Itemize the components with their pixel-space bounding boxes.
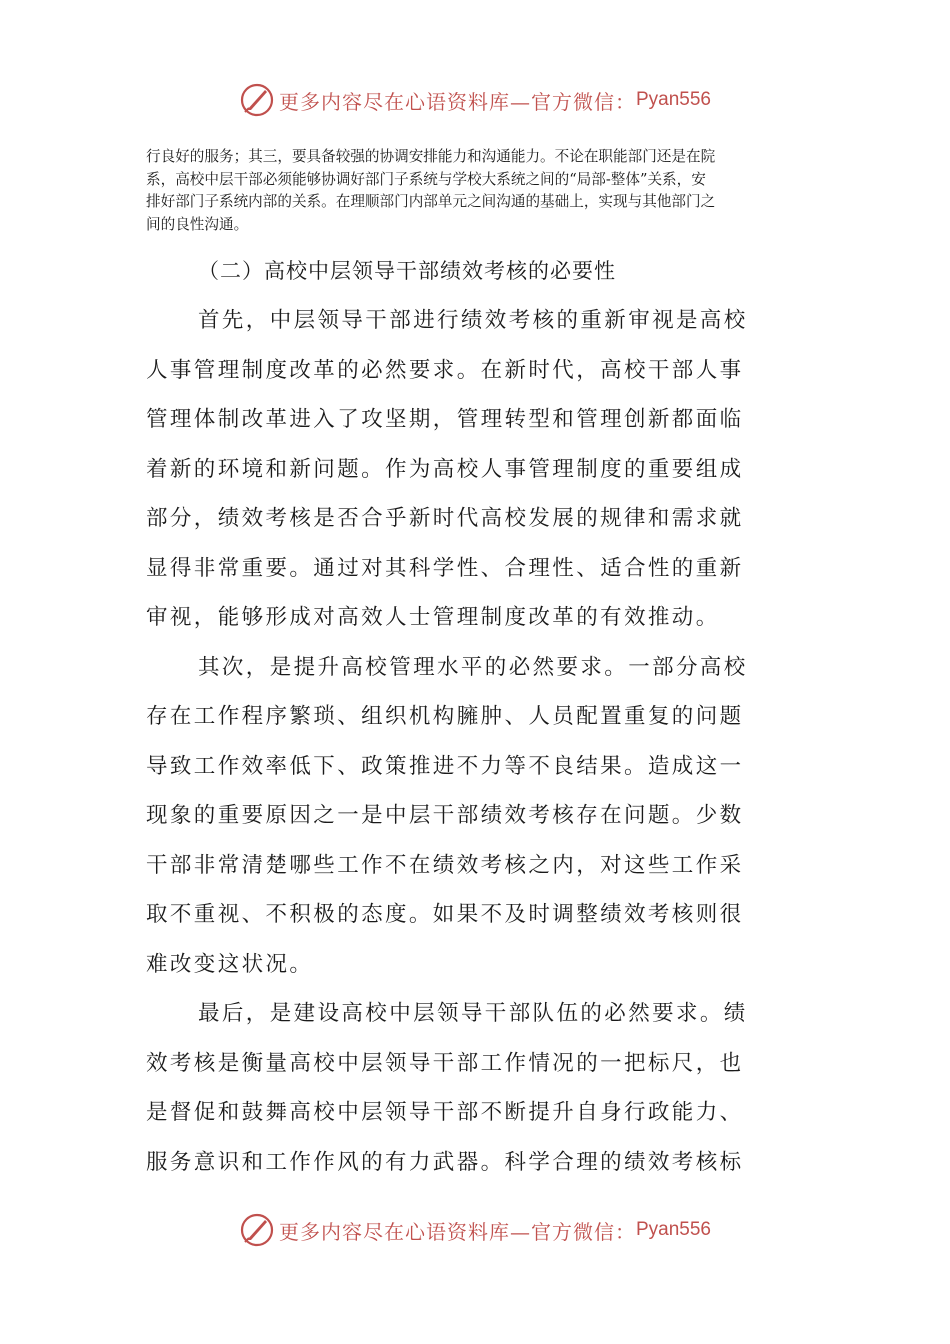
paragraph-line: 着新的环境和新问题。作为高校人事管理制度的重要组成 <box>146 456 744 482</box>
paragraph-line: 干部非常清楚哪些工作不在绩效考核之内，对这些工作采 <box>146 852 744 878</box>
paragraph-line: 人事管理制度改革的必然要求。在新时代，高校干部人事 <box>146 357 744 383</box>
intro-line: 间的良性沟通。 <box>146 215 249 233</box>
quill-logo-icon <box>239 82 275 118</box>
paragraph-line: 现象的重要原因之一是中层干部绩效考核存在问题。少数 <box>146 803 744 828</box>
footer-watermark-banner <box>0 1210 950 1250</box>
paragraph-line: 管理体制改革进入了攻坚期，管理转型和管理创新都面临 <box>146 407 744 432</box>
paragraph-line: 服务意识和工作作风的有力武器。科学合理的绩效考核标 <box>146 1149 744 1175</box>
header-watermark-banner <box>0 80 950 120</box>
intro-line: 系，高校中层干部必须能够协调好部门子系统与学校大系统之间的“局部-整体”关系，安 <box>146 170 706 188</box>
paragraph-line: 导致工作效率低下、政策推进不力等不良结果。造成这一 <box>146 753 744 779</box>
paragraph-second <box>146 643 810 990</box>
paragraph-line: 最后，是建设高校中层领导干部队伍的必然要求。绩 <box>198 1001 748 1026</box>
section-heading: （二）高校中层领导干部绩效考核的必要性 <box>198 259 616 283</box>
banner-slogan: 更多内容尽在心语资料库—官方微信： <box>278 89 636 114</box>
paragraph-line: 其次，是提升高校管理水平的必然要求。一部分高校 <box>198 654 748 680</box>
paragraph-line: 部分，绩效考核是否合乎新时代高校发展的规律和需求就 <box>146 506 744 531</box>
paragraph-first <box>146 296 810 643</box>
paragraph-line: 是督促和鼓舞高校中层领导干部不断提升自身行政能力、 <box>146 1100 744 1125</box>
intro-line: 行良好的服务；其三，要具备较强的协调安排能力和沟通能力。不论在职能部门还是在院 <box>146 148 716 165</box>
paragraph-line: 审视，能够形成对高效人士管理制度改革的有效推动。 <box>146 605 720 630</box>
banner-wechat-id: Pyan556 <box>635 1219 711 1240</box>
paragraph-line: 取不重视、不积极的态度。如果不及时调整绩效考核则很 <box>146 902 744 927</box>
paragraph-line: 显得非常重要。通过对其科学性、合理性、适合性的重新 <box>146 555 744 581</box>
intro-paragraph <box>146 146 810 236</box>
paragraph-line: 难改变这状况。 <box>146 951 314 977</box>
paragraph-third <box>146 989 810 1187</box>
paragraph-line: 存在工作程序繁琐、组织机构臃肿、人员配置重复的问题 <box>146 704 744 729</box>
paragraph-line: 首先，中层领导干部进行绩效考核的重新审视是高校 <box>198 308 748 333</box>
banner-wechat-id: Pyan556 <box>635 89 711 110</box>
banner-slogan: 更多内容尽在心语资料库—官方微信： <box>278 1219 636 1244</box>
quill-logo-icon <box>239 1212 275 1248</box>
paragraph-line: 效考核是衡量高校中层领导干部工作情况的一把标尺，也 <box>146 1050 744 1076</box>
body-text <box>146 296 810 1187</box>
intro-line: 排好部门子系统内部的关系。在理顺部门内部单元之间沟通的基础上，实现与其他部门之 <box>146 193 716 210</box>
